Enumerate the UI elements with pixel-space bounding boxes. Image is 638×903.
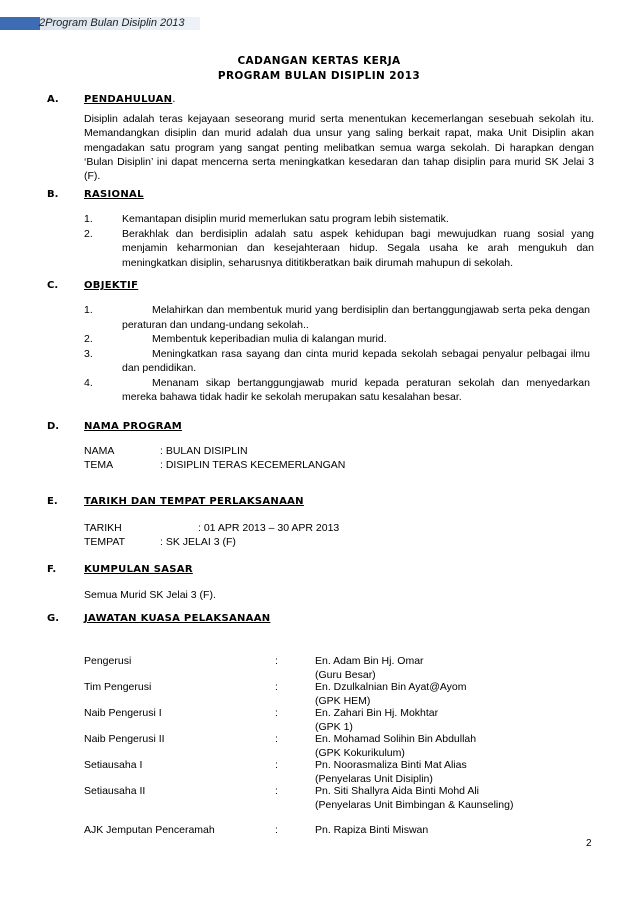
section-e-letter: E. — [47, 496, 58, 507]
committee-post: (GPK HEM) — [315, 695, 371, 707]
list-item — [84, 227, 594, 271]
committee-name: En. Dzulkalnian Bin Ayat@Ayom — [315, 681, 467, 693]
section-a-title: PENDAHULUAN — [84, 94, 173, 105]
section-a-letter: A. — [47, 94, 59, 105]
document-subtitle: PROGRAM BULAN DISIPLIN 2013 — [217, 70, 421, 82]
list-item — [84, 376, 590, 405]
list-text: Membentuk keperibadian mulia di kalangan murid. — [152, 333, 387, 345]
section-e-title: TARIKH DAN TEMPAT PERLAKSANAAN — [84, 496, 304, 507]
section-f-title: KUMPULAN SASAR — [84, 564, 193, 575]
section-g-letter: G. — [47, 613, 60, 624]
kumpulan-sasar-text: Semua Murid SK Jelai 3 (F). — [84, 589, 216, 601]
section-a-paragraph: Disiplin adalah teras kejayaan seseorang murid serta menentukan kecemerlangan sesebuah sekolah itu. Memandangkan disiplin dan murid adalah dua unsur yang saling berkait rapat, maka Unit Disiplin akan mengadakan satu program yang sangat penting melibatkan semua warga sekolah. Di harapkan dengan ‘Bulan Disiplin’ ini dapat mencerna serta meningkatkan kesedaran dan tahap disiplin para murid SK Jelai 3 (F). — [84, 113, 594, 183]
list-number: 2. — [84, 227, 93, 240]
committee-role: Naib Pengerusi I — [84, 707, 162, 719]
committee-role: Tim Pengerusi — [84, 681, 152, 693]
committee-post: (Guru Besar) — [315, 669, 376, 681]
section-d-title: NAMA PROGRAM — [84, 421, 183, 432]
list-item — [84, 212, 594, 227]
list-number: 1. — [84, 304, 93, 316]
section-f-letter: F. — [47, 564, 57, 575]
tema-value: : DISIPLIN TERAS KECEMERLANGAN — [160, 459, 346, 471]
committee-role: Naib Pengerusi II — [84, 733, 165, 745]
committee-row — [0, 706, 638, 734]
committee-row — [0, 680, 638, 708]
committee-colon: : — [275, 759, 278, 771]
running-header: 2Program Bulan Disiplin 2013 — [39, 17, 185, 29]
tema-label: TEMA — [84, 459, 114, 471]
committee-post: (GPK 1) — [315, 721, 353, 733]
committee-post: (Penyelaras Unit Bimbingan & Kaunseling) — [315, 799, 514, 811]
rasional-list — [84, 212, 594, 270]
section-a-title-suffix: . — [172, 94, 176, 105]
committee-name: Pn. Siti Shallyra Aida Binti Mohd Ali — [315, 785, 480, 797]
list-item — [84, 347, 590, 376]
committee-role: Setiausaha I — [84, 759, 143, 771]
tarikh-label: TARIKH — [84, 522, 122, 534]
section-b-letter: B. — [47, 189, 59, 200]
committee-name: En. Adam Bin Hj. Omar — [315, 655, 424, 667]
nama-value: : BULAN DISIPLIN — [160, 445, 248, 457]
section-b-title: RASIONAL — [84, 189, 144, 200]
tempat-label: TEMPAT — [84, 536, 126, 548]
list-text: Berakhlak dan berdisiplin adalah satu aspek kehidupan bagi mewujudkan ruang sosial yang menjamin keharmonian dan kesejahteraan hidup. Segala usaha ke arah mengukuh dan meningkatkan disiplin, seharusnya dititikberatkan baik dirumah mahupun di sekolah. — [122, 227, 594, 269]
list-item — [84, 332, 590, 347]
committee-role: AJK Jemputan Penceramah — [84, 824, 215, 836]
list-text: Kemantapan disiplin murid memerlukan satu program lebih sistematik. — [122, 213, 449, 225]
committee-colon: : — [275, 824, 278, 836]
committee-post: (Penyelaras Unit Disiplin) — [315, 773, 433, 785]
committee-name: Pn. Noorasmaliza Binti Mat Alias — [315, 759, 467, 771]
nama-label: NAMA — [84, 445, 115, 457]
committee-row — [0, 654, 638, 682]
committee-row — [0, 758, 638, 786]
committee-colon: : — [275, 655, 278, 667]
committee-colon: : — [275, 681, 278, 693]
document-title: CADANGAN KERTAS KERJA — [237, 55, 401, 67]
committee-role: Setiausaha II — [84, 785, 146, 797]
committee-role: Pengerusi — [84, 655, 132, 667]
page-number: 2 — [586, 838, 592, 849]
committee-name: En. Zahari Bin Hj. Mokhtar — [315, 707, 439, 719]
section-d-letter: D. — [47, 421, 60, 432]
tempat-value: : SK JELAI 3 (F) — [160, 536, 236, 548]
objektif-list — [84, 303, 590, 405]
section-g-title: JAWATAN KUASA PELAKSANAAN — [84, 613, 271, 624]
committee-colon: : — [275, 785, 278, 797]
committee-post: (GPK Kokurikulum) — [315, 747, 405, 759]
committee-colon: : — [275, 707, 278, 719]
list-number: 1. — [84, 213, 93, 225]
list-number: 2. — [84, 333, 93, 345]
committee-name: Pn. Rapiza Binti Miswan — [315, 824, 429, 836]
committee-row — [0, 784, 638, 812]
list-text: Meningkatkan rasa sayang dan cinta murid kepada sekolah sebagai penyalur pelbagai ilmu dan pendidikan. — [122, 347, 590, 374]
section-c-letter: C. — [47, 280, 59, 291]
committee-name: En. Mohamad Solihin Bin Abdullah — [315, 733, 477, 745]
section-c-title: OBJEKTIF — [84, 280, 139, 291]
list-text: Menanam sikap bertanggungjawab murid kepada peraturan sekolah dan menyedarkan mereka bahawa tidak hadir ke sekolah merupakan satu kesalahan besar. — [122, 376, 590, 403]
tarikh-value: : 01 APR 2013 – 30 APR 2013 — [198, 522, 340, 534]
committee-row — [0, 732, 638, 760]
list-item — [84, 303, 590, 332]
section-a-heading — [84, 94, 175, 105]
list-text: Melahirkan dan membentuk murid yang berdisiplin dan bertanggungjawab serta peka dengan peraturan dan undang-undang sekolah.. — [122, 304, 590, 331]
committee-row — [0, 823, 638, 839]
list-number: 3. — [84, 347, 93, 360]
committee-colon: : — [275, 733, 278, 745]
list-number: 4. — [84, 376, 93, 389]
